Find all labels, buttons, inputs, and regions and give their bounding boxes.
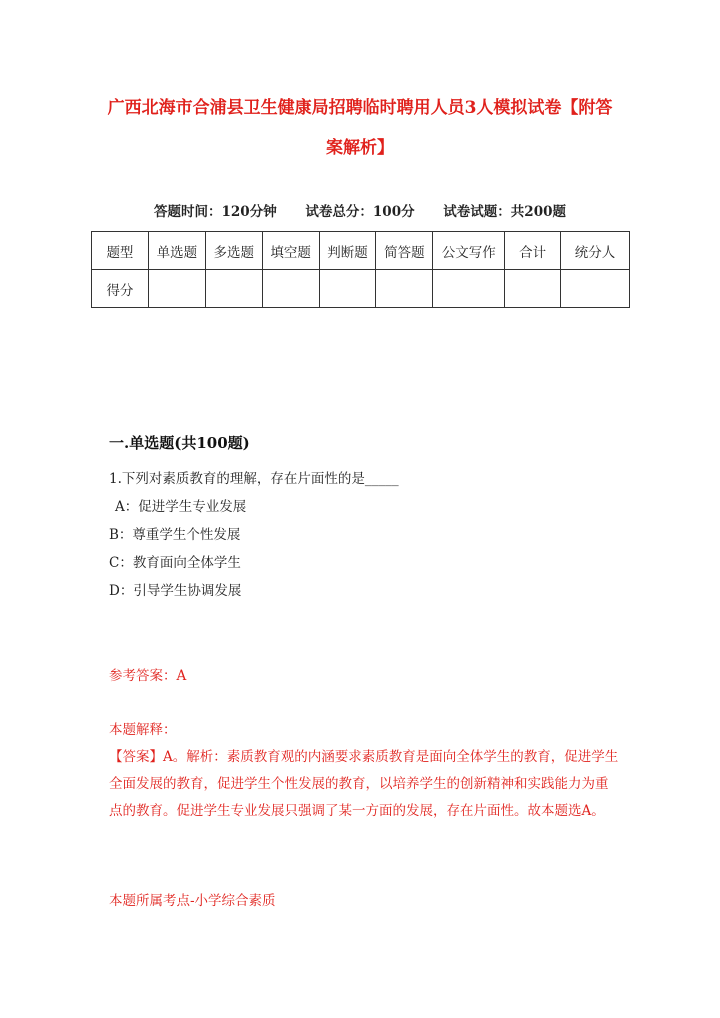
knowledge-point: 本题所属考点-小学综合素质 (109, 893, 276, 909)
score-table (91, 231, 630, 308)
header-cell-official-writing: 公文写作 (433, 232, 505, 270)
explanation-label: 本题解释： (109, 722, 177, 738)
exam-total-score: 试卷总分：100分 (305, 204, 415, 220)
score-row-label: 得分 (92, 270, 149, 308)
header-cell-true-false: 判断题 (319, 232, 376, 270)
exam-question-count: 试卷试题：共200题 (443, 204, 566, 220)
header-cell-single-choice: 单选题 (148, 232, 205, 270)
reference-answer: 参考答案：A (109, 668, 187, 684)
question-stem: 1.下列对素质教育的理解，存在片面性的是_____ (109, 471, 399, 487)
header-cell-type: 题型 (92, 232, 149, 270)
header-cell-scorer: 统分人 (561, 232, 630, 270)
header-cell-fill-blank: 填空题 (262, 232, 319, 270)
score-cell (262, 270, 319, 308)
score-cell (319, 270, 376, 308)
score-cell (561, 270, 630, 308)
header-cell-multiple-choice: 多选题 (205, 232, 262, 270)
option-d: D：引导学生协调发展 (109, 583, 242, 599)
score-cell (505, 270, 561, 308)
score-cell (376, 270, 433, 308)
score-table-header-row (92, 232, 630, 270)
header-cell-short-answer: 简答题 (376, 232, 433, 270)
score-cell (148, 270, 205, 308)
score-cell (205, 270, 262, 308)
exam-time: 答题时间：120分钟 (154, 204, 277, 220)
document-title: 广西北海市合浦县卫生健康局招聘临时聘用人员3人模拟试卷【附答案解析】 (107, 98, 613, 158)
option-a: A：促进学生专业发展 (115, 499, 247, 515)
score-cell (433, 270, 505, 308)
score-table-score-row (92, 270, 630, 308)
header-cell-total: 合计 (505, 232, 561, 270)
option-c: C：教育面向全体学生 (109, 555, 241, 571)
section-title: 一.单选题(共100题) (109, 434, 250, 452)
exam-info (0, 200, 720, 220)
explanation-text: 【答案】A。解析：素质教育观的内涵要求素质教育是面向全体学生的教育，促进学生全面发展的教育，促进学生个性发展的教育，以培养学生的创新精神和实践能力为重点的教育。促进学生专业发展只强调了某一方面的发展，存在片面性。故本题选A。 (109, 749, 619, 819)
option-b: B：尊重学生个性发展 (109, 527, 241, 543)
